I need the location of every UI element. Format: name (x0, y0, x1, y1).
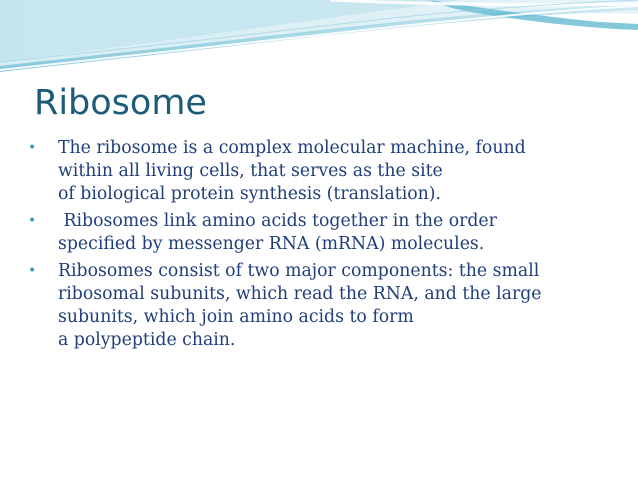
bullet-text-line: ribosomal subunits, which read the RNA, and the large (58, 284, 542, 304)
header-wave-decoration (0, 0, 638, 80)
bullet-marker-icon: • (28, 213, 37, 229)
bullet-text-line: of biological protein synthesis (translation). (58, 184, 441, 204)
bullet-marker-icon: • (28, 140, 37, 156)
bullet-item (24, 210, 614, 256)
bullet-text-line: Ribosomes consist of two major components: the small (58, 261, 540, 281)
bullet-list (24, 137, 614, 356)
bullet-text-line: a polypeptide chain. (58, 330, 236, 350)
bullet-text-line: subunits, which join amino acids to form (58, 307, 414, 327)
bullet-item (24, 260, 614, 352)
bullet-text-line: Ribosomes link amino acids together in the order (58, 211, 497, 231)
bullet-text-line: within all living cells, that serves as the site (58, 161, 443, 181)
bullet-item (24, 137, 614, 206)
bullet-text-line: The ribosome is a complex molecular machine, found (58, 138, 526, 158)
bullet-marker-icon: • (28, 263, 37, 279)
bullet-text-line: specified by messenger RNA (mRNA) molecules. (58, 234, 485, 254)
slide-title: Ribosome (34, 83, 207, 123)
